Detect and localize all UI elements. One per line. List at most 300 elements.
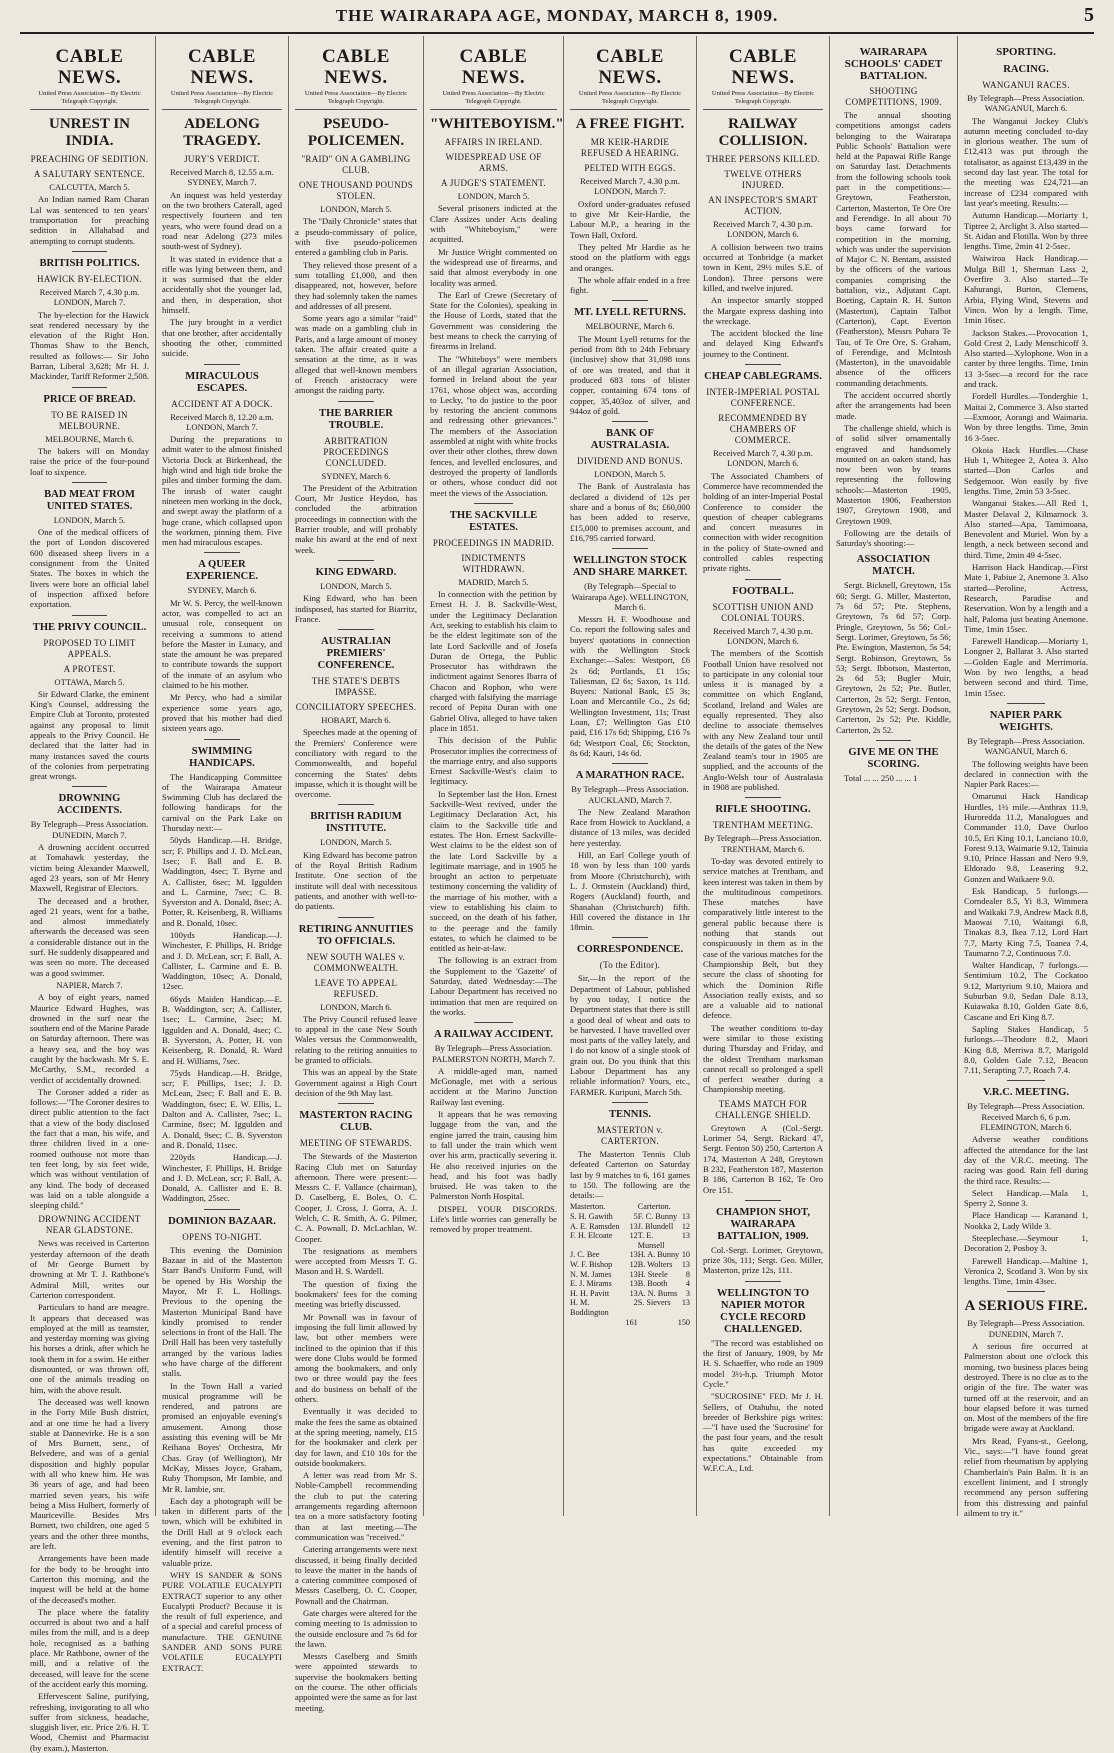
paragraph: Esk Handicap, 5 furlongs.—Corndealer 8.5, Yi 8.3, Wimmera and Waikaki 7.9, Andrew Mack 8.8, Maowai 7.10, Waitangi 6.8, Tinakas 8.3, Ikea 7.12, Lord Hart 7.7, Marty King 7.5, Toanea 7.4, Taumarno 7.2, Continuous 7.0. <box>964 886 1088 958</box>
section-heading: DOMINION BAZAAR. <box>168 1215 276 1227</box>
subheading: PELTED WITH EGGS. <box>584 163 676 174</box>
paragraph: The members of the Scottish Football Union have resolved not to participate in any colonial tour unless it is managed by a committee on which England, Scotland, Ireland and Wales are equally represented. They also decline to associate themselves with any New Zealand tour until the details of the gates of the New Zealand team's tour in 1905 are supplied, and the accounts of the Anglo-Welsh tour of Australasia in 1908 are published. <box>703 648 823 793</box>
table-cell: 12 <box>629 1260 638 1270</box>
table-cell: J. C. Bee <box>570 1250 600 1260</box>
paragraph: "SUCROSINE" FED. Mr J. H. Sellers, of Otahuhu, the noted breeder of Berkshire pigs writes:—"I have used the 'Sucrosine' for the past four years, and the result has quite exceeded my expectations." Obtainable from W.F.C.A., Ltd. <box>703 1391 823 1474</box>
section-heading: BRITISH RADIUM INSTITUTE. <box>310 811 402 835</box>
column-heading: SPORTING. <box>996 46 1056 58</box>
paragraph: In the Town Hall a varied musical programme will be rendered, and patrons are promised an enjoyable evening's amusement. Among those assisting this evening will be Mr Reihana Boyes' Orchestra, Mr Chas. Gray (of Wellington), Mr McKay, Misses Joyce, Graham, Ruby Thompson, Mr Iambie, and Mr R. Iambie, snr. <box>162 1380 282 1494</box>
divider-rule <box>1007 703 1044 704</box>
paragraph: 66yds Maiden Handicap.—E. B. Waddington, scr; A. Callister, 1sec; L. Carmine, 2sec; M. Iggulden and A. Donald, 4sec; C. B. Syverston, A. Potter, H. von Keisenberg, R. Donald, R. Ward and H. Williams, 7sec. <box>162 993 282 1066</box>
subheading: LEAVE TO APPEAL REFUSED. <box>314 977 398 999</box>
paragraph: The "Daily Chronicle" states that a pseudo-commissary of police, with five pseudo-policemen entered a gambling club in Paris. <box>295 216 417 258</box>
table-cell: 13 <box>681 1298 690 1308</box>
subheading: JURY'S VERDICT. <box>184 154 260 165</box>
paragraph: The weather conditions to-day were similar to those existing during Thursday and Friday, and the oldest Trentham marksman cannot recall so prolonged a spell of perfect weather during a Championship meeting. <box>703 1022 823 1095</box>
section-heading: BAD MEAT FROM UNITED STATES. <box>44 488 135 512</box>
table-cell: A. N. Burns <box>637 1288 678 1298</box>
paragraph: Mr Justice Wright commented on the widespread use of firearms, and said that almost everybody in one locality was armed. <box>430 246 557 288</box>
subheading: A SALUTARY SENTENCE. <box>33 169 146 180</box>
table-cell: 12 <box>629 1231 638 1241</box>
paragraph: The question of fixing the bookmakers' fees for the coming meeting was briefly discussed. <box>295 1278 417 1310</box>
section-heading: PRICE OF BREAD. <box>43 393 136 405</box>
wire-credit: United Press Association—By Electric Telegraph Copyright. <box>30 90 149 110</box>
paragraph: Wanganui Stakes.—All Red 1, Master Delaval 2, Kilmarnock 3. Also started—Apa, Tamimoana, Benevolent and Muriel. Won by a length, a neck between second and third. Time, 2min 49 4-5sec. <box>964 498 1088 560</box>
columns-container <box>24 36 1094 1753</box>
column-6 <box>697 36 830 1516</box>
paragraph: Jackson Stakes.—Provocation 1, Gold Crest 2, Lady Menschicoff 3. Also started—Xylophone. Won in a canter by three lengths. Time, 1min 13 3-5sec—a record for the race and track. <box>964 327 1088 390</box>
paragraph: The Wanganui Jockey Club's autumn meeting concluded to-day in glorious weather. The sum of £12,413 was put through the totalisator, as against £13,439 in the second day last year. The total for the meeting was £24,721—an increase of £234 compared with last year's meeting. Results:— <box>964 115 1088 208</box>
paragraph: Place Handicap — Karanand 1, Nookka 2, Lady Wilde 3. <box>964 1210 1088 1231</box>
subheading: A JUDGE'S STATEMENT. <box>441 178 546 189</box>
dateline: LONDON, March 5. <box>53 514 126 525</box>
column-heading: WAIRARAPA SCHOOLS' CADET BATTALION. <box>844 46 943 82</box>
divider-rule <box>474 503 512 504</box>
dateline: Received March 8, 12.20 a.m. LONDON, March 7. <box>170 411 274 432</box>
subheading: CONCILIATORY SPEECHES. <box>295 702 417 713</box>
paragraph: 100yds Handicap.—J. Winchester, F. Phillips, H. Bridge and J. D. McLean, scr; F. Ball, A. Callister, L. Carmine and E. B. Waddington, 10sec; A. Donald, 12sec. <box>162 930 282 992</box>
paragraph: Sir Edward Clarke, the eminent King's Counsel, addressing the Empire Club at Toronto, protested against any proposal to limit appeals to the Privy Council. He declared that the latter had in many instances saved the courts of the colonies from perpetrating great wrongs. <box>30 688 149 782</box>
subheading: MASTERTON v. CARTERTON. <box>596 1124 664 1146</box>
subheading: THREE PERSONS KILLED. <box>705 154 821 165</box>
paragraph: It appears that he was removing luggage from the van, and the engine jarred the train, causing him to fall under the train which went over his arm, practically severing it. He also received injuries on the head, and his foot was badly bruised. He was taken to the Palmerston North Hospital. <box>430 1109 557 1202</box>
divider-rule <box>612 300 648 301</box>
table-row <box>570 1279 690 1289</box>
table-cell: 4 <box>685 1279 690 1289</box>
paragraph: Farewell Handicap.—Maltine 1, Veronica 2, Scotland 3. Won by six lengths. Time, 1min 43sec. <box>964 1255 1088 1287</box>
dateline: (By Telegraph—Special to Wairarapa Age). WELLINGTON, March 6. <box>571 581 689 612</box>
section-heading: RIFLE SHOOTING. <box>715 804 811 816</box>
divider-rule <box>338 917 375 918</box>
section-heading: RETIRING ANNUITIES TO OFFICIALS. <box>298 923 414 947</box>
paragraph: Hill, an Earl College youth of 18 won by less than 100 yards from Moore (Christchurch), with L. J. Ormstein (Auckland) third, Rogers (Auckland) fourth, and Shanahan (Christchurch) fifth. Hill covered the distance in 1hr 18min. <box>570 850 690 933</box>
subheading: SHOOTING COMPETITIONS, 1909. <box>845 86 942 107</box>
paragraph: It was stated in evidence that a rifle was lying between them, and it was surmised that the elder accidentally shot the younger lad, and then, in desperation, shot himself. <box>162 253 282 316</box>
subheading: HAWICK BY-ELECTION. <box>37 273 142 284</box>
paragraph: During the preparations to admit water to the almost finished Victoria Dock at Birkenhead, the high wind and high tide broke the piles and timber forming the dam. The inrush of water caught nineteen men working in the dock, and swept away the platform of a huge crane, which collapsed upon the workmen, pinning them. Five men had miraculous escapes. <box>162 434 282 548</box>
divider-rule <box>474 1022 512 1023</box>
divider-rule <box>1007 1291 1044 1292</box>
paragraph: The Handicapping Committee of the Wairarapa Amateur Swimming Club has declared the following handicaps for the carnival on the Park Lake on Thursday next:— <box>162 771 282 834</box>
paragraph: 50yds Handicap.—H. Bridge, scr; F. Phillips and J. D. McLean, 1sec; F. Ball and E. B. Waddington, 4sec; T. Byrne and A. Callister, 6sec; M. Iggulden and L. Carmine, 7sec; C. B. Syverston and A. Donald, 8sec; A. Potter, R. Keisenberg, R. Williams and R. Donald, 10sec. <box>162 835 282 928</box>
table-cell: 5 <box>633 1212 638 1222</box>
dateline: SYDNEY, March 6. <box>187 585 257 596</box>
table-cell: 10 <box>681 1250 690 1260</box>
paragraph: The place where the fatality occurred is about two and a half miles from the mill, and is a deep hole, recognised as a bathing place. Mr Rathbone, owner of the mill, and a relative of the deceased, will leave for the scene of the accident early this morning. <box>30 1606 149 1689</box>
section-heading: TENNIS. <box>608 1108 652 1120</box>
paragraph: In September last the Hon. Ernest Sackville-West revived, under the Legitimacy Declaration Act, his claim to the Sackville title and estates. The Hon. Ernest Sackville-West claims to be the eldest son of the late Lord Sackville by a legitimate marriage, and in 1905 he brought an action to perpetuate testimony concerning the validity of the marriage of his mother, with a view to establishing his claim to succeed, on the death of his father, to the peerage and the family estates, to which he claimed to be entitled as heir-at-law. <box>430 788 557 954</box>
subheading: MR KEIR-HARDIE REFUSED A HEARING. <box>580 137 680 159</box>
subheading: RECOMMENDED BY CHAMBERS OF COMMERCE. <box>718 413 808 446</box>
paragraph: The Coroner added a rider as follows:—"The Coroner desires to direct public attention to the fact that a view of the body disclosed the fact that a man, his wife, and three children lived in a one-roomed outhouse not more than ten feet long, by six feet wide, which was without ventilation of any kind. The body of deceased was laid on a table alongside a sleeping child." <box>30 1086 149 1211</box>
divider-rule <box>612 937 648 938</box>
dateline: MADRID, March 5. <box>458 576 529 587</box>
table-cell: 12 <box>681 1221 690 1231</box>
dateline: Received March 7, 4.30 p.m. LONDON, March 6. <box>713 219 813 240</box>
dateline: MELBOURNE, March 6. <box>45 433 134 444</box>
column-heading: CABLE NEWS. <box>459 46 528 88</box>
paragraph: The following is an extract from the Supplement to the 'Gazette' of Saturday, dated Wednesday:—The Labour Department has received no intimation that men are required on the works. <box>430 955 557 1017</box>
table-cell: 13 <box>629 1269 638 1279</box>
table-totals <box>570 1318 690 1328</box>
paragraph: Farewell Handicap.—Moriarty 1, Longner 2, Ballarat 3. Also started—Golden Eagle and Merrimoria. Won by two lengths, a head between second and third. Time, 1min 15sec. <box>964 636 1088 698</box>
paragraph: Mr Pownall was in favour of imposing the full limit allowed by law, but other members were inclined to the opinion that if this were done Clubs would be formed among the bookmakers, and only two or three would pay the fees and do business on behalf of the others. <box>295 1311 417 1405</box>
subheading: (To the Editor). <box>599 960 661 971</box>
divider-rule <box>745 797 781 798</box>
paragraph: Effervescent Saline, purifying, refreshing, invigorating to all who suffer from sickness, headache, sluggish liver, etc. Price 2/6. H. T. Wood, Chemist and Pharmacist (by exam.), Masterton. <box>30 1691 149 1753</box>
paragraph: Gate charges were altered for the coming meeting to 1s admission to the outside enclosure and 7s 6d for the lawn. <box>295 1607 417 1649</box>
dateline: LONDON, March 5. <box>594 469 666 480</box>
paragraph: The challenge shield, which is of solid silver ornamentally engraved and handsomely mounted on an oaken stand, has now been won by teams representing the following schools:—Masterton 1905, Masterton 1906, Featherston 1907, Greytown 1908, and Greytown 1909. <box>836 422 951 526</box>
paragraph: The Earl of Crewe (Secretary of State for the Colonies), speaking in the House of Lords, stated that the Government was considering the best means to check the carrying of firearms in Ireland. <box>430 289 557 352</box>
paragraph: Catering arrangements were next discussed, it being finally decided to leave the matter in the hands of a catering committee composed of Messrs Caselberg, O. C. Cooper, Pownall and the Chairman. <box>295 1544 417 1606</box>
paragraph: This decision of the Public Prosecutor implies the correctness of the marriage entry, and also supports Ernest Sackville-West's claim to legitimacy. <box>430 735 557 787</box>
subheading: THE STATE'S DEBTS IMPASSE. <box>311 676 401 698</box>
table-cell: 8 <box>685 1269 690 1279</box>
paragraph: This was an appeal by the State Government against a High Court decision of the 9th May last. <box>295 1067 417 1098</box>
paragraph: The resignations as members were accepted from Messrs T. G. Mason and H. S. Wardell. <box>295 1245 417 1277</box>
subheading: NEW SOUTH WALES v. COMMONWEALTH. <box>306 951 406 973</box>
subheading: INTER-IMPERIAL POSTAL CONFERENCE. <box>706 387 820 409</box>
paragraph: Each day a photograph will be taken in different parts of the town, which will be exhibited in the Drill Hall at 9 o'clock each evening, and the first patron to identify himself will receive a valuable prize. <box>162 1495 282 1568</box>
table-cell: 13 <box>629 1250 638 1260</box>
paragraph: The accident occurred shortly after the arrangements had been made. <box>836 390 951 421</box>
paragraph: The jury brought in a verdict that one brother, after accidentally shooting the other, committed suicide. <box>162 317 282 359</box>
table-row <box>570 1270 690 1280</box>
subheading: ARBITRATION PROCEEDINGS CONCLUDED. <box>323 435 389 468</box>
subheading: OPENS TO-NIGHT. <box>182 1231 262 1242</box>
paragraph: The annual shooting competitions amongst cadets belonging to the Wairarapa Public Schools' Battalion were held at the Papawai Rifle Range on Saturday last. Detachments from the following schools took part in the competitions:—Greytown, Featherston, Carterton, Masterton, Te Ore Ore and Ferendige. In all about 70 boys came forward for competition in the morning, which was under the supervision of Major C. N. Bentam, assisted by the officers of the various companies comprising the battalion, viz., Adjutant Capt. Boeting, Captain R. H. Sutton (Masterton), Captain Talbot (Carterton), Capt. Everton (Featherston), Messrs Puhara Te Tau, of Te Ore Ore, S. Graham, of Ferendige, and McIntosh (Masterton), in the unavoidable absence of the officers commanding detachments. <box>836 110 951 388</box>
wire-credit: United Press Association—By Electric Telegraph Copyright. <box>570 90 690 110</box>
paragraph: Steeplechase.—Seymour 1, Decoration 2, Posboy 3. <box>964 1232 1088 1254</box>
column-2 <box>156 36 289 1673</box>
column-heading: CABLE NEWS. <box>188 46 256 88</box>
column-heading: CABLE NEWS. <box>729 46 797 88</box>
section-heading: AUSTRALIAN PREMIERS' CONFERENCE. <box>317 636 395 672</box>
table-row <box>570 1250 690 1260</box>
table-header-cell: Masterton. <box>570 1202 606 1212</box>
dateline: By Telegraph—Press Association. WANGANUI, March 6. <box>967 735 1085 757</box>
subheading: AN INSPECTOR'S SMART ACTION. <box>708 195 818 217</box>
divider-rule <box>338 1103 375 1104</box>
table-cell: F. C. Bunny <box>637 1212 678 1222</box>
section-heading: MIRACULOUS ESCAPES. <box>185 370 259 394</box>
column-heading: CABLE NEWS. <box>596 46 664 88</box>
section-heading: THE BARRIER TROUBLE. <box>319 407 393 431</box>
paragraph: News was received in Carterton yesterday afternoon of the death of Mr George Burnett by drowning at Mr T. J. Rathbone's Admiral Mill, writes our Carterton correspondent. <box>30 1238 149 1300</box>
paragraph: The Bank of Australasia has declared a dividend of 12s per share and a bonus of 8s; £60,000 has been added to reserve, £15,000 to premises account, and £16,795 carried forward. <box>570 481 690 543</box>
table-header <box>570 1202 690 1212</box>
section-heading: KING EDWARD. <box>315 566 397 578</box>
table-header-cell: Carterton. <box>637 1202 671 1212</box>
table-cell: B. Booth <box>637 1279 668 1289</box>
section-heading: MT. LYELL RETURNS. <box>574 307 686 319</box>
dateline: CALCUTTA, March 5. <box>49 182 130 193</box>
dateline: By Telegraph—Press Association. PALMERSTON NORTH, March 7. <box>432 1043 555 1064</box>
table-cell: J. Blundell <box>637 1221 674 1231</box>
divider-rule <box>1007 1080 1044 1081</box>
dateline: Received March 7, 4.30 p.m. LONDON, March 7. <box>580 176 680 197</box>
dateline: Received March 7, 4.30 p.m. LONDON, March 6. <box>713 625 813 646</box>
subheading: A PROTEST. <box>63 663 116 674</box>
subheading: AFFAIRS IN IRELAND. <box>444 137 543 148</box>
paragraph: Several prisoners indicted at the Clare Assizes under Acts dealing with "Whiteboyism," were acquitted. <box>430 203 557 245</box>
divider-rule <box>612 1102 648 1103</box>
subheading: WANGANUI RACES. <box>982 80 1070 90</box>
paragraph: In connection with the petition by Ernest H. J. B. Sackville-West, under the Legitimacy Declaration Act, seeking to establish his claim to be the eldest legitimate son of the late Lord Sackville and of Josefa Duran de Ortega, the Public Prosecutor has withdrawn the indictment against Senores Ibarra of Chacon and Rophon, who were charged with falsifying the marriage record of Pepita Duran with one Gabriel Oliva, alleged to have taken place in 1851. <box>430 589 557 733</box>
section-heading: NAPIER PARK WEIGHTS. <box>989 709 1063 733</box>
wire-credit: United Press Association—By Electric Telegraph Copyright. <box>295 90 417 110</box>
paragraph: Autumn Handicap.—Moriarty 1, Tiptree 2, Arclight 3. Also started—St. Aidan and Flotilla. Won by three lengths. Time, 2min 41 2-5sec. <box>964 210 1088 252</box>
divider-rule <box>72 615 108 616</box>
paragraph: The Masterton Tennis Club defeated Carterton on Saturday last by 9 matches to 6, 161 games to 150. The following are the details:— <box>570 1148 690 1201</box>
table-row <box>570 1222 690 1232</box>
article-headline: A SERIOUS FIRE. <box>964 1298 1088 1315</box>
paragraph: The whole affair ended in a free fight. <box>570 274 690 296</box>
page-number: 5 <box>1084 4 1094 26</box>
paragraph: Col.-Sergt. Lorimer, Greytown, prize 30s, 111; Sergt. Geo. Miller, Masterton, prize 12s, 111. <box>703 1244 823 1276</box>
table-cell: S. H. Gawith <box>570 1212 613 1222</box>
paragraph: WHY IS SANDER & SONS PURE VOLATILE EUCALYPTI EXTRACT superior to any other Eucalypti Product? Because it is the result of full experience, and of a special and careful process of manufacture. THE GENUINE SANDER AND SONS PURE VOLATILE EUCALYPTI EXTRACT. <box>162 1569 282 1673</box>
divider-rule <box>72 786 108 787</box>
section-heading: THE PRIVY COUNCIL. <box>32 621 147 633</box>
paragraph: Messrs H. F. Woodhouse and Co. report the following sales and buyers' quotations in connection with the Wellington Stock Exchange:—Sales: Westport, £6 2s 6d; Portlands, £1 15s; Taliesman, £2 6s; Saxon, 1s 11d. Buyers: National Bank, £5 3s; Loan and Mercantile Co., 2s 6d; Wellington Investment, 11s; Trust Loan, £7; Wellington Gas £10 paid, £16 17s 6d; Shipping, £16 7s 6d; Westport Coal, £6; Stockton, 8s 6d; Kauri, 14s 6d. <box>570 614 690 758</box>
paragraph: One of the medical officers of the port of London discovered 600 diseased sheep livers in a consignment from the United States. The boxes in which the livers were bore an official label of inspection affixed before exportation. <box>30 527 149 610</box>
paragraph: Following are the details of Saturday's shooting:— <box>836 527 951 549</box>
paragraph: Adverse weather conditions affected the attendance for the last day of the V.R.C. meeting. The racing was good. Rain fell during the third race. Results:— <box>964 1134 1088 1186</box>
column-3 <box>289 36 424 1713</box>
section-heading: FOOTBALL. <box>732 585 794 597</box>
divider-rule <box>612 763 648 764</box>
subheading: "RAID" ON A GAMBLING CLUB. <box>301 154 411 176</box>
table-cell: 3 <box>685 1288 690 1298</box>
dateline: By Telegraph—Press Association. DUNEDIN, March 7. <box>967 1318 1085 1339</box>
dateline: LONDON, March 6. <box>320 1001 392 1012</box>
dateline: By Telegraph—Press Association. DUNEDIN, March 7. <box>30 819 149 840</box>
paragraph: A collision between two trains occurred at Tonbridge (a market town in Kent, 29½ miles S.E. of London). Three persons were killed, and twelve injured. <box>703 241 823 293</box>
table-cell: F. H. Elcoate <box>570 1231 613 1241</box>
paragraph: Oxford under-graduates refused to give Mr Keir-Hardie, the Labour M.P., a hearing in the Town Hall, Oxford. <box>570 198 690 240</box>
column-5 <box>564 36 697 1516</box>
paragraph: The Stewards of the Masterton Racing Club met on Saturday afternoon. There were present:—Messrs C. F. Vallance (chairman), D. Caselberg, E. Boles, O. C. Cooper, J. Cross, J. Gorra, A. J. Welch, C. R. Smith, A. G. Pilmer, C. A. Pownall, D. McLachlan, W. Cooper. <box>295 1151 417 1244</box>
paragraph: Mr W. S. Percy, the well-known actor, was compelled to act an unusual role, consequent on receiving a summons to attend before the Master in Lunacy, and state the amount he was prepared to contribute towards the support of the inmate of an asylum who claimed to be his mother. <box>162 597 282 691</box>
article-headline: PSEUDO-POLICEMEN. <box>307 116 405 150</box>
divider-rule <box>338 804 375 805</box>
table-cell: E. J. Mirams <box>570 1279 612 1289</box>
total-cell: 150 <box>677 1317 690 1327</box>
paragraph: Speeches made at the opening of the Premiers' Conference were conciliatory with regard to the Commonwealth, and hopeful concerning the States' debts impasse, which it is thought will be overcome. <box>295 727 417 800</box>
wire-credit: United Press Association—By Electric Telegraph Copyright. <box>162 90 282 110</box>
subheading: TEAMS MATCH FOR CHALLENGE SHIELD. <box>715 1098 811 1120</box>
dateline: Received March 7, 4.30 p.m. LONDON, March 7. <box>39 286 140 308</box>
paragraph: King Edward has become patron of the Royal British Radium Institute. One section of the institute will deal with necessitous patients, and another with well-to-do patients. <box>295 849 417 912</box>
paragraph: The accident blocked the line and delayed King Edward's journey to the Continent. <box>703 328 823 359</box>
table-cell: 13 <box>629 1279 638 1289</box>
paragraph: The bakers will on Monday raise the price of the four-pound loaf to sixpence. <box>30 445 149 477</box>
divider-rule <box>204 739 240 740</box>
paragraph: Walter Handicap, 7 furlongs.—Sentimium 10.2, The Cockatoo 9.12, Martyrium 9.10, Maiora and Suburban 9.0, Sedan Dale 8.13, Kuiawaka 8.10, Golden Gate 8.6, Cascane and Eri King 8.7. <box>964 960 1088 1022</box>
paragraph: A middle-aged man, named McGonagle, met with a serious accident at the Marino Junction Railway last evening. <box>430 1065 557 1107</box>
table-cell: H. H. Pavitt <box>570 1288 610 1298</box>
paragraph: "The record was established on the first of January, 1909, by Mr H. S. Schaeffer, who rode an 1909 model 3½-h.p. Triumph Motor Cycle." <box>703 1337 823 1389</box>
divider-rule <box>338 401 375 402</box>
paragraph: A serious fire occurred at Palmerston about one o'clock this morning, two business places being destroyed. There is no clue as to the origin of the fire. The water was turned off at the reservoir, and an hour elapsed before it was turned on. Most of the members of the fire brigade were away at Auckland. <box>964 1341 1088 1434</box>
column-heading: CABLE NEWS. <box>55 46 124 88</box>
divider-rule <box>745 1200 781 1201</box>
total-cell: 161 <box>625 1317 638 1327</box>
table-row <box>570 1298 690 1317</box>
paragraph: The New Zealand Marathon Race from Howick to Auckland, a distance of 13 miles, was decided here yesterday. <box>570 806 690 848</box>
article-headline: ADELONG TRAGEDY. <box>183 116 261 150</box>
table-cell: H. M. Boddington <box>570 1298 609 1317</box>
divider-rule <box>204 1209 240 1210</box>
dateline: OTTAWA, March 5. <box>54 676 125 687</box>
table-cell: H. A. Bunny <box>637 1250 680 1260</box>
subheading: TWELVE OTHERS INJURED. <box>724 169 802 191</box>
paragraph: The following weights have been declared in connection with the Napier Park Races:— <box>964 758 1088 790</box>
paragraph: Arrangements have been made for the body to be brought into Carterton this morning, and the inquest will be held at the home of the deceased's mother. <box>30 1553 149 1605</box>
section-heading: GIVE ME ON THE SCORING. <box>848 746 939 770</box>
subheading: ACCIDENT AT A DOCK. <box>171 398 273 409</box>
section-heading: WELLINGTON STOCK AND SHARE MARKET. <box>572 555 688 579</box>
paragraph: An Indian named Ram Charan Lal was sentenced to ten years' transportation for preaching sedition in Allahabad and attempting to corrupt students. <box>30 194 149 246</box>
dateline: By Telegraph—Press Association. Received March 6, 6 p.m. FLEMINGTON, March 6. <box>967 1101 1085 1133</box>
section-heading: WELLINGTON TO NAPIER MOTOR CYCLE RECORD CHALLENGED. <box>716 1287 810 1335</box>
subheading: INDICTMENTS WITHDRAWN. <box>461 552 526 574</box>
paragraph: Some years ago a similar "raid" was made on a gambling club in Paris, and a large amount of money taken. The affair created quite a sensation at the time, as it was alleged that well-known members of French aristocracy were amongst the raiding party. <box>295 313 417 396</box>
divider-rule <box>745 364 781 365</box>
divider-rule <box>204 552 240 553</box>
subheading: ONE THOUSAND POUNDS STOLEN. <box>298 180 414 202</box>
subheading: TRENTHAM MEETING. <box>712 820 814 831</box>
paragraph: They pelted Mr Hardie as he stood on the platform with eggs and oranges. <box>570 241 690 273</box>
table-cell: B. Wolters <box>637 1260 673 1270</box>
table-cell: 13 <box>629 1221 638 1231</box>
divider-rule <box>204 364 240 365</box>
section-heading: CORRESPONDENCE. <box>576 944 684 956</box>
subheading: PREACHING OF SEDITION. <box>30 154 149 165</box>
paragraph: Sergt. Bicknell, Greytown, 15s 60; Sergt. G. Miller, Masterton, 7s 6d 57; Pte. Stephens, Greytown, 7s 6d 57; Corp. Pringle, Greytown, 5s 56; Col.-Sergt. Lorimer, Greytown, 5s 56; Pte. Ewington, Masterton, 5s 54; Sergt. Robinson, Greytown, 5s 53; Sergt. Ibbotson, Masterton, 2s 6d 53; Bugler Muir, Greytown, 2s 52; Pte. Butler, Carterton, 2s 52; Sergt. Fenton, Greytown, 2s 52; Sergt. Dodson, Carterton, 2s 52; Pte. Kiddle, Carterton, 2s 52. <box>836 580 951 735</box>
tennis-results-table <box>570 1202 690 1327</box>
column-4 <box>424 36 564 1516</box>
paragraph: The Associated Chambers of Commerce have recommended the holding of an inter-Imperial Postal Conference to consider the question of cheaper cablegrams and concert measures in connection with wider recognition in the policy of State-owned and controlled cables respecting private rights. <box>703 470 823 574</box>
paragraph: An inquest was held yesterday on the two brothers Caterall, aged respectively fourteen and ten years, who were found dead on a road near Adelong (273 miles south-west of Sydney). <box>162 189 282 252</box>
paragraph: The Mount Lyell returns for the period from 8th to 24th February (inclusive) show that 31,098 tons of ore was treated, and that it produced 683 tons of blister copper, containing 674 tons of copper, 35,403oz of silver, and 944oz of gold. <box>570 333 690 416</box>
paragraph: Sir,—In the report of the Department of Labour, published by you today, I notice the Department states that there is still a good deal of wheat and oats to be harvested. I have travelled over most parts of the valley lately, and I do not know of a single stook of grain out. Do you think that this Labour Department has any reliable information? Yours, etc., FARMER. Kuripuni, March 5th. <box>570 973 690 1097</box>
subheading: PROPOSED TO LIMIT APPEALS. <box>43 637 136 659</box>
section-heading: V.R.C. MEETING. <box>982 1087 1070 1099</box>
masthead <box>20 2 1094 34</box>
column-1 <box>24 36 156 1753</box>
paragraph: The Privy Council refused leave to appeal in the case New South Wales versus the Commonwealth, relating to the retiring annuities to be granted to officials. <box>295 1013 417 1066</box>
table-cell: H. Steele <box>637 1269 668 1279</box>
subheading: DROWNING ACCIDENT NEAR GLADSTONE. <box>38 1214 141 1236</box>
column-heading: CABLE NEWS. <box>322 46 390 88</box>
table-cell: S. Sievers <box>637 1298 671 1308</box>
paragraph: Eventually it was decided to make the fees the same as obtained at the spring meeting, namely, £15 for the bookmaker and clerk per day for lawn, and £10 10s for the outside bookmakers. <box>295 1406 417 1468</box>
subheading: DIVIDEND AND BONUS. <box>577 456 683 467</box>
divider-rule <box>72 251 108 252</box>
dateline: LONDON, March 5. <box>320 837 392 848</box>
paragraph: Messrs Caselberg and Smith were appointed stewards to supervise the bookmakers betting on the course. The other officials appointed were the same as for last meeting. <box>295 1651 417 1713</box>
divider-rule <box>612 421 648 422</box>
section-heading: A RAILWAY ACCIDENT. <box>433 1029 554 1041</box>
divider-rule <box>745 579 781 580</box>
paragraph: An inspector smartly stopped the Margate express dashing into the wreckage. <box>703 295 823 326</box>
article-headline: "WHITEBOYISM." <box>430 116 564 133</box>
paragraph: Omarunui Hack Handicap Hurdles, 1½ mile.—Anthrax 11.9, Huroredda 11.2, Manalogues and Commander 11.0, Dave Ourloo 10.5, Eri King 10.1, Lanciano 10.0, Forest 9.13, Waimarie 9.12, Tainuia 9.10, Prince Hassan and Nero 9.9, Eldorado 9.8, Leasering 9.2, Gonzen and Waikaere 9.0. <box>964 791 1088 884</box>
divider-rule <box>338 560 375 561</box>
article-headline: UNREST IN INDIA. <box>49 116 130 150</box>
paragraph: Sapling Stakes Handicap, 5 furlongs.—Theodore 8.2, Maori King 8.8, Merriwa 8.7, Marigold 8.0, Golden Gale 7.12, Beacon 7.11, Serapting 7.7, Roach 7.4. <box>964 1023 1088 1076</box>
paragraph: Harrison Hack Handicap.—First Mate 1, Pabiue 2, Anemone 3. Also started—Peroline, Actress, Research, Paradise and Reservation. Won by a length and a half, Paloma just beating Anemone. Time, 1min 15sec. <box>964 562 1088 634</box>
paragraph: This evening the Dominion Bazaar in aid of the Masterton Starr Band's Uniform Fund, will be opened by His Worship the Mayor, Mr F. L. Hollings. Previous to the opening the Masterton Municipal Band have kindly promised to render selections in front of the Hall. The Drill Hall has been very tastefully arranged by the various ladies who have charge of the different stalls. <box>162 1244 282 1379</box>
column-8 <box>958 36 1094 1516</box>
article-headline: RAILWAY COLLISION. <box>718 116 808 150</box>
subheading: WIDESPREAD USE OF ARMS. <box>445 152 542 174</box>
divider-rule <box>876 740 911 741</box>
wire-credit: United Press Association—By Electric Telegraph Copyright. <box>703 90 823 110</box>
table-cell: N. M. James <box>570 1269 612 1279</box>
paragraph: Okoia Hack Hurdles.—Chase Hub 1, Whitegee 2, Aotea 3. Also started—Don Carlos and Sedgemoor. Won easily by five lengths. Time, 2min 53 3-5sec. <box>964 444 1088 496</box>
subheading: TO BE RAISED IN MELBOURNE. <box>51 409 128 431</box>
section-heading: MASTERTON RACING CLUB. <box>299 1110 413 1134</box>
paragraph: Waiwiroa Hack Handicap.—Mulga Bill 1, Sherman Lass 2, Overfire 3. Also started—Te Kahurangi, Burton, Clemens, Arbia, Flying Wind, Stevens and Vinco. Won by a length. Time, 1min 16sec. <box>964 253 1088 326</box>
newspaper-title: THE WAIRARAPA AGE, MONDAY, MARCH 8, 1909. <box>335 6 779 25</box>
dateline: SYDNEY, March 6. <box>321 470 391 481</box>
dateline: LONDON, March 5. <box>457 191 530 202</box>
paragraph: DISPEL YOUR DISCORDS. Life's little worries can generally be removed by proper treatment. <box>430 1203 557 1235</box>
paragraph: Particulars to hand are meagre. It appears that deceased was employed at the mill as teamster, and yesterday morning was giving his horses a drink, after which he took them in for a swim. He either dismounted, or was thrown off, one of the animals treading on him, with the above result. <box>30 1302 149 1395</box>
paragraph: The President of the Arbitration Court, Mr Justice Heydon, has concluded the arbitration proceedings in connection with the Barrier trouble, and will probably make his award at the end of next week. <box>295 482 417 555</box>
dateline: Received March 7, 4.30 p.m. LONDON, March 6. <box>713 448 813 469</box>
subheading: SCOTTISH UNION AND COLONIAL TOURS. <box>712 601 814 623</box>
paragraph: Greytown A (Col.-Sergt. Lorimer 54, Sergt. Rickard 47, Sergt. Fenton 50) 250, Carterton A 174, Masterton A 248, Greytown B 232, Featherston 187, Masterton B 186, Carterton B 162, Te Oro Ore 151. <box>703 1122 823 1195</box>
table-row <box>570 1260 690 1270</box>
paragraph: Fordell Hurdles.—Tonderghie 1, Maitai 2, Commerce 3. Also started—Exmoor, Aorangi and Waimaria. Won by three lengths. Time, 3min 16 3-5sec. <box>964 391 1088 443</box>
paragraph: King Edward, who has been indisposed, has started for Biarritz, France. <box>295 593 417 624</box>
paragraph: 75yds Handicap.—H. Bridge, scr; F. Phillips, 1sec; J. D. McLean, 2sec; F. Ball and E. B. Waddington, 6sec; E. W. Ellis, L. Dalton and A. Callister, 7sec; L. Carmine, 8sec; M. Iggulden and A. Donald, 9sec; C. B. Syverston and R. Donald, 11sec. <box>162 1067 282 1150</box>
wire-credit: United Press Association—By Electric Telegraph Copyright. <box>430 90 557 110</box>
table-cell: 13 <box>629 1288 638 1298</box>
section-heading: CHAMPION SHOT, WAIRARAPA BATTALION, 1909. <box>716 1206 810 1242</box>
table-row <box>570 1212 690 1222</box>
table-cell: A. E. Ramsden <box>570 1221 620 1231</box>
dateline: By Telegraph—Press Association. WANGANUI, March 6. <box>967 93 1085 114</box>
paragraph: The deceased and a brother, aged 21 years, went for a bathe, and almost immediately afterwards the deceased was seen a considerable distance out in the surf. He suddenly disappeared and was seen no more. The deceased was a good swimmer. <box>30 895 149 978</box>
paragraph: Mrs Read, Fyans-st., Geelong, Vic., says:—"I have found great relief from rheumatism by applying Chamberlain's Pain Balm. It is an excellent liniment, and I strongly recommend any person suffering from this distressing and painful ailment to try it." <box>964 1435 1088 1518</box>
section-heading: BRITISH POLITICS. <box>39 257 140 269</box>
paragraph: The deceased was well known in the Forty Mile Bush district, and at one time he had a livery stable at Dannevirke. He is a son of Mrs Burnett, senr., of Belvedere, and was of a genial disposition and highly popular with all who knew him. He was 36 years of age, and had been married seven years, his wife being a Miss Hulbert, formerly of Mauriceville. Besides Mrs Burnett, two children, one aged 5 years and the other three months, are left. <box>30 1396 149 1552</box>
dateline: Received March 8, 12.55 a.m. SYDNEY, March 7. <box>170 167 274 188</box>
dateline: MELBOURNE, March 6. <box>585 321 675 332</box>
paragraph: A letter was read from Mr S. Noble-Campbell recommending the club to put the catering arrangements regarding afternoon tea on a more satisfactory footing than at last meeting.—The communication was "received." <box>295 1470 417 1542</box>
divider-rule <box>72 482 108 483</box>
section-heading: ASSOCIATION MATCH. <box>856 554 931 578</box>
dateline: LONDON, March 5. <box>320 580 392 591</box>
table-cell: 13 <box>681 1231 690 1241</box>
dateline: HOBART, March 6. <box>321 715 391 726</box>
section-heading: DROWNING ACCIDENTS. <box>56 793 123 817</box>
divider-rule <box>612 548 648 549</box>
table-cell: 13 <box>681 1260 690 1270</box>
table-cell: 2 <box>633 1298 638 1308</box>
dateline: NAPIER, March 7. <box>56 979 123 990</box>
paragraph: To-day was devoted entirely to service matches at Trentham, and keen interest was taken in them by the multitudinous competitors. These matches have comparatively little interest to the general public because there is nothing that stands out conspicuously in them as in the case of the various matches for the Championship Belt, but they secure the class of shooting for which the Dominion Rifle Association really exists, and so are a valuable aid to national defence. <box>703 855 823 1021</box>
dateline: By Telegraph—Press Association. TRENTHAM, March 6. <box>704 833 822 854</box>
divider-rule <box>72 387 108 388</box>
dateline: By Telegraph—Press Association. AUCKLAND, March 7. <box>571 784 689 805</box>
